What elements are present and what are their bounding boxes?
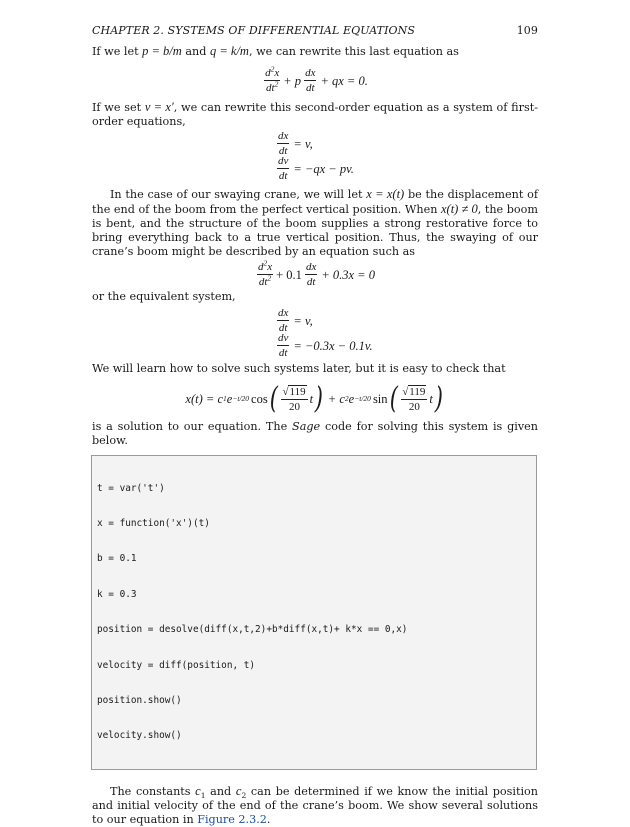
sage-code-block[interactable] — [91, 455, 537, 770]
paragraph-1: If we let p = b/m and q = k/m, we can rewrite this last equation as — [92, 44, 459, 58]
equation-crane: $\frac{d^2x}{dt^2}$ + 0.1 $\frac{dx}{dt}$ + 0.3x = 0 — [257, 258, 375, 288]
figure-link[interactable]: Figure 2.3.2 — [197, 812, 267, 826]
code-line: velocity = diff(position, t) — [97, 659, 256, 671]
paragraph-6: is a solution to our equation. The Sage code for solving this system is given below. — [92, 420, 538, 447]
running-header — [92, 24, 538, 40]
code-line: t = var('t') — [97, 482, 165, 494]
code-line: x = function('x')(t) — [97, 517, 210, 529]
code-line: velocity.show() — [97, 730, 182, 742]
code-line: k = 0.3 — [97, 588, 137, 600]
page-number: 109 — [516, 24, 538, 37]
code-line: position.show() — [97, 694, 182, 706]
equation-solution: x(t) = c 1 e −t/20 cos ( √ 119 20 t ) + c 2 e −t/20 sin ( √ 119 20 t ) — [185, 381, 443, 416]
code-line: b = 0.1 — [97, 553, 137, 565]
paragraph-2: If we set v = x′, we can rewrite this second-order equation as a system of first-order equations, — [92, 100, 538, 128]
paragraph-7: The constants $c_1$ and $c_2$ can be determined if we know the initial position and initial velocity of the end of the crane’s boom. We show several solutions to our equation in Figure 2.3.2. — [92, 783, 538, 826]
equation-second-order: $\frac{d^2x}{dt^2}$ + p $\frac{dx}{dt}$ + qx = 0. — [265, 64, 368, 94]
code-line: position = desolve(diff(x,t,2)+b*diff(x,t)+ k*x == 0,x) — [97, 624, 408, 636]
equation-system-1: $\frac{dx}{dt}$ = v, $\frac{dv}{dt}$ = −qx − pv. — [278, 130, 354, 182]
paragraph-3: In the case of our swaying crane, we will let x = x(t) be the displacement of the end of the boom from the perfect vertical position. When x(t) ≠ 0, the boom is bent, and the structure of the boom supplies a strong restorative force to bring everything back to a true vertical position. Thus, the swaying of our crane’s boom might be described by an equation such as — [92, 187, 538, 258]
paragraph-4: or the equivalent system, — [92, 290, 236, 303]
equation-system-2: $\frac{dx}{dt}$ = v, $\frac{dv}{dt}$ = −0.3x − 0.1v. — [278, 307, 373, 359]
page — [92, 24, 538, 827]
chapter-title: CHAPTER 2. SYSTEMS OF DIFFERENTIAL EQUATIONS — [92, 24, 416, 37]
paragraph-5: We will learn how to solve such systems later, but it is easy to check that — [92, 362, 506, 375]
